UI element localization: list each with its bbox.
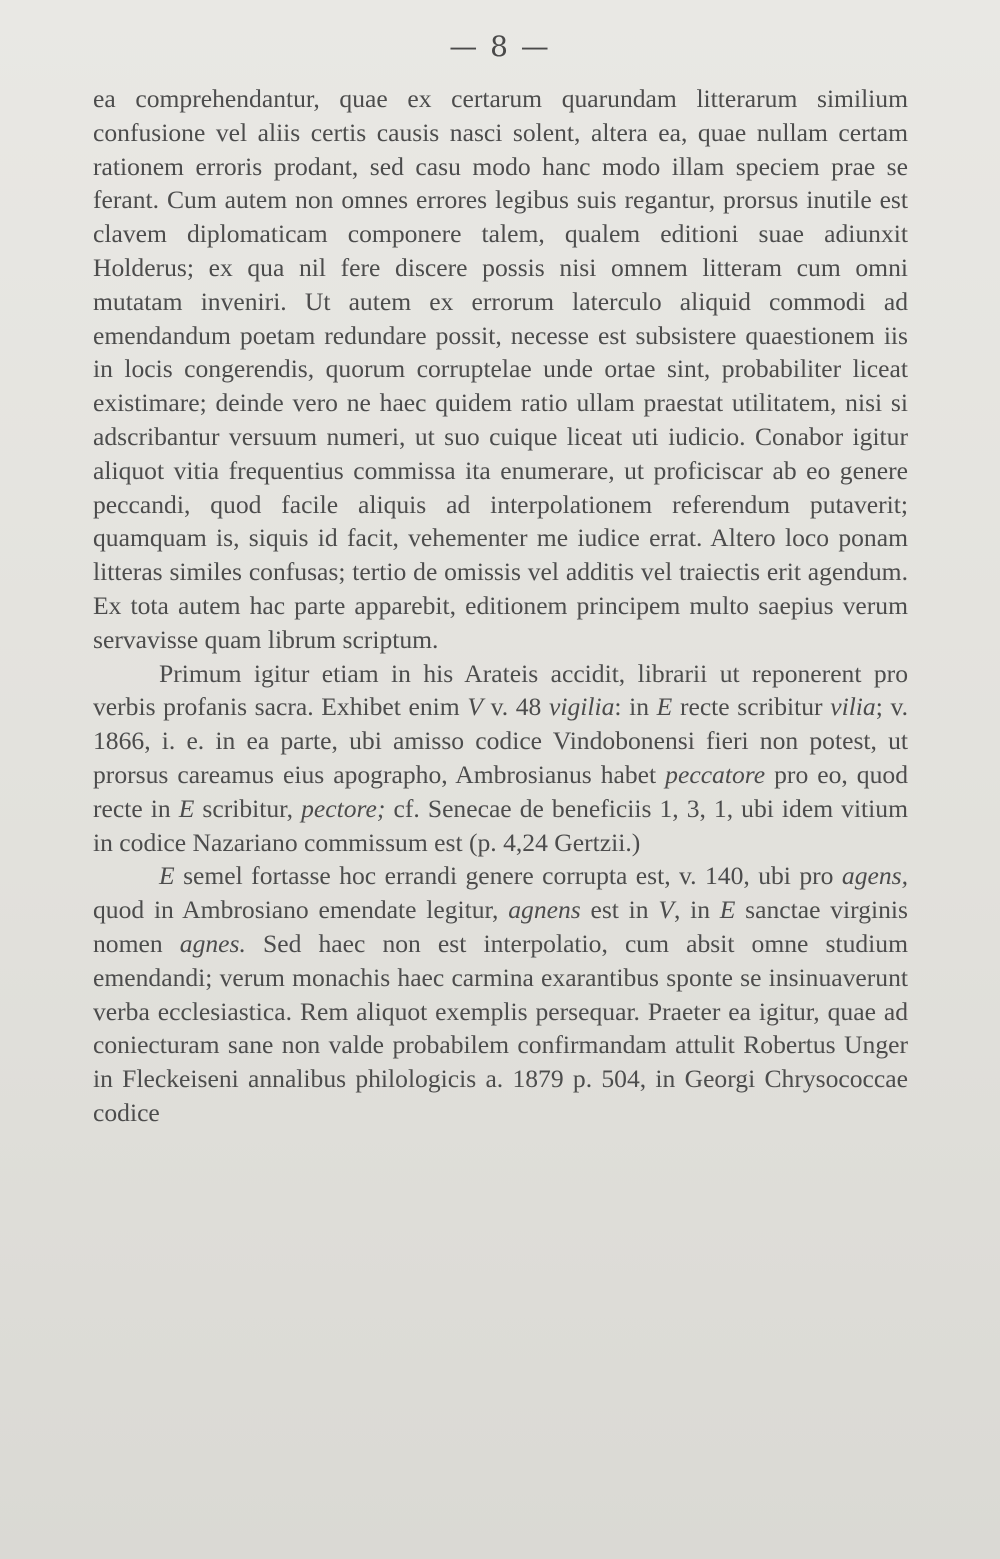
text-run: cf. Senecae de beneficiis 1, 3, 1, ubi idem vitium in codice Nazariano commissum est (p. 4,24 Gertzii.) xyxy=(93,793,908,857)
paragraph-3 xyxy=(93,859,908,1129)
italic-run: agnens xyxy=(508,895,581,925)
text-run: Sed haec non est interpolatio, cum absit omne studium emendandi; verum monachis haec carmina exarantibus sponte se insinuaverunt verba ecclesiastica. Rem aliquot exemplis persequar. Praeter ea igitur, quae ad coniecturam sane non valde probabilem confirmandam attulit Robertus Unger in Fleckeiseni annalibus philologicis a. 1879 p. 504, in Georgi Chrysococcae codice xyxy=(93,928,908,1127)
italic-run: agnes. xyxy=(179,928,246,958)
text-run: v. 48 xyxy=(482,692,549,722)
italic-run: V xyxy=(658,895,674,925)
italic-run: E xyxy=(719,895,736,925)
text-run: ; v. 1866, i. e. in ea parte, ubi amisso codice Vindobonensi fieri non potest, ut prorsus careamus eius apographo, Ambrosianus habet xyxy=(93,692,908,789)
text-run: scribitur, xyxy=(194,793,302,823)
italic-run: E xyxy=(656,692,673,722)
paragraph-1 xyxy=(93,82,908,657)
italic-run: vigilia xyxy=(548,692,615,722)
text-run: recte scribitur xyxy=(672,692,831,722)
italic-run: E xyxy=(159,861,175,891)
page-number-header: — 8 — xyxy=(449,30,551,63)
paragraph-2 xyxy=(93,657,908,860)
page-body xyxy=(93,82,908,1130)
text-run: quod in Ambrosiano emendate legitur, xyxy=(93,895,509,925)
text-run: semel fortasse hoc errandi genere corrupta est, v. 140, ubi pro xyxy=(174,861,842,891)
italic-run: agens, xyxy=(841,861,908,891)
text-run: , in xyxy=(673,895,720,925)
text-run: : in xyxy=(614,692,657,722)
text-run: sanctae virginis nomen xyxy=(93,895,908,958)
italic-run: V xyxy=(467,692,483,722)
italic-run: peccatore xyxy=(665,759,766,789)
paragraph-1-text: ea comprehendantur, quae ex certarum quarundam litterarum similium confusione vel aliis certis causis nasci solent, altera ea, quae nullam certam rationem erroris prodant, sed casu modo hanc modo illam speciem prae se ferant. Cum autem non omnes errores legibus suis regantur, prorsus inutile est clavem diplomaticam componere talem, qualem editioni suae adiunxit Holderus; ex qua nil fere discere possis nisi omnem litteram cum omni mutatam inveniri. Ut autem ex errorum laterculo aliquid commodi ad emendandum poetam redundare possit, necesse est subsistere quaestionem iis in locis congerendis, quorum corruptelae unde ortae sint, probabiliter liceat existimare; deinde vero ne haec quidem ratio ullam praestat utilitatem, nisi si adscribantur versuum numeri, ut suo cuique liceat uti iudicio. Conabor igitur aliquot vitia frequentius commissa ita enumerare, ut proficiscar ab eo genere peccandi, quod facile aliquis ad interpolationem referendum putaverit; quamquam is, siquis id facit, vehementer me iudice errat. Altero loco ponam litteras similes confusas; tertio de omissis vel additis vel traiectis erit agendum. Ex tota autem hac parte apparebit, editionem principem multo saepius verum servavisse quam librum scriptum. xyxy=(93,84,908,654)
italic-run: E xyxy=(178,793,195,823)
text-run: est in xyxy=(580,895,659,925)
text-run: pro eo, quod recte in xyxy=(93,759,908,823)
text-run: Primum igitur etiam in his Arateis accidit, librarii ut reponerent pro verbis profanis sacra. Exhibet enim xyxy=(93,658,908,722)
italic-run: vilia xyxy=(830,692,876,722)
italic-run: pectore; xyxy=(301,793,386,823)
